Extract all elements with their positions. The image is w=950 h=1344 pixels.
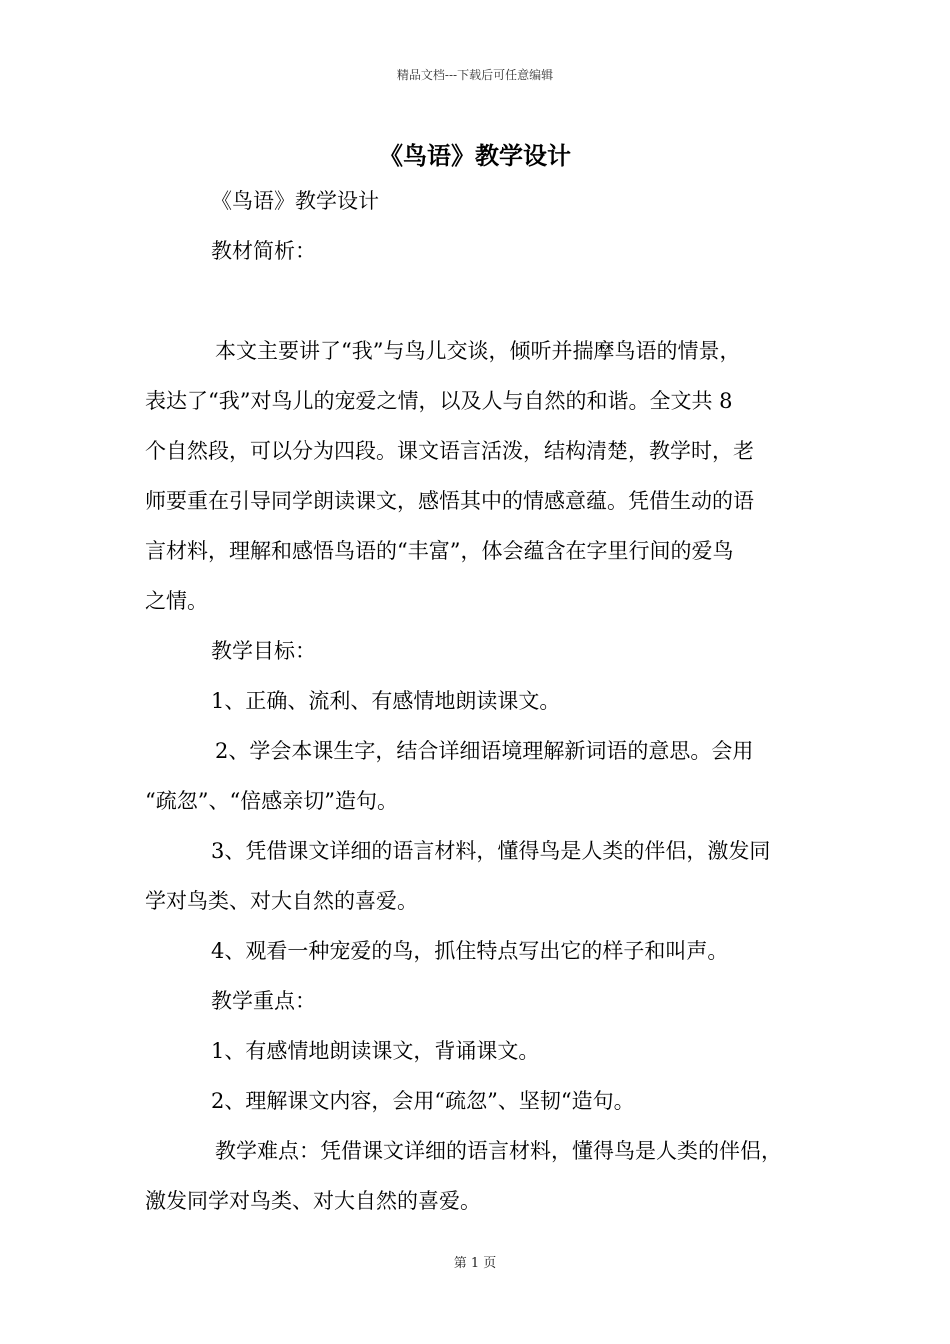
focus-item: 1、有感情地朗读课文，背诵课文。 (211, 1039, 540, 1063)
analysis-line: 之情。 (145, 589, 208, 613)
goals-heading: 教学目标： (211, 639, 316, 663)
focus-item: 2、理解课文内容，会用“疏忽”、坚韧“造句。 (211, 1089, 635, 1113)
analysis-line: 言材料，理解和感悟鸟语的“丰富”，体会蕴含在字里行间的爱鸟 (145, 539, 734, 563)
analysis-heading: 教材简析： (211, 239, 316, 263)
goal-line: 3、凭借课文详细的语言材料，懂得鸟是人类的伴侣，激发同 (211, 839, 771, 863)
analysis-line: 个自然段，可以分为四段。课文语言活泼，结构清楚，教学时，老 (145, 439, 754, 463)
difficulty-line: 教学难点：凭借课文详细的语言材料，懂得鸟是人类的伴侣， (215, 1139, 782, 1163)
analysis-line: 本文主要讲了“我”与鸟儿交谈，倾听并揣摩鸟语的情景， (215, 339, 741, 363)
goal-line: 2、学会本课生字，结合详细语境理解新词语的意思。会用 (215, 739, 754, 763)
goal-item (145, 826, 810, 926)
goal-line: 学对鸟类、对大自然的喜爱。 (145, 889, 418, 913)
analysis-line: 表达了“我”对鸟儿的宠爱之情，以及人与自然的和谐。全文共 8 (145, 389, 733, 413)
analysis-line: 师要重在引导同学朗读课文，感悟其中的情感意蕴。凭借生动的语 (145, 489, 754, 513)
analysis-paragraph (145, 326, 810, 626)
goal-item (145, 726, 810, 826)
difficulty-paragraph (145, 1126, 810, 1226)
goal-item: 4、观看一种宠爱的鸟，抓住特点写出它的样子和叫声。 (211, 939, 729, 963)
goal-line: “疏忽”、“倍感亲切”造句。 (145, 789, 398, 813)
header-note: 精品文档---下载后可任意编辑 (396, 68, 554, 82)
document-subtitle: 《鸟语》教学设计 (211, 189, 379, 213)
focus-heading: 教学重点： (211, 989, 316, 1013)
page-number: 第 1 页 (453, 1256, 497, 1271)
difficulty-line: 激发同学对鸟类、对大自然的喜爱。 (145, 1189, 481, 1213)
goal-item: 1、正确、流利、有感情地朗读课文。 (211, 689, 561, 713)
document-title: 《鸟语》教学设计 (379, 141, 571, 170)
